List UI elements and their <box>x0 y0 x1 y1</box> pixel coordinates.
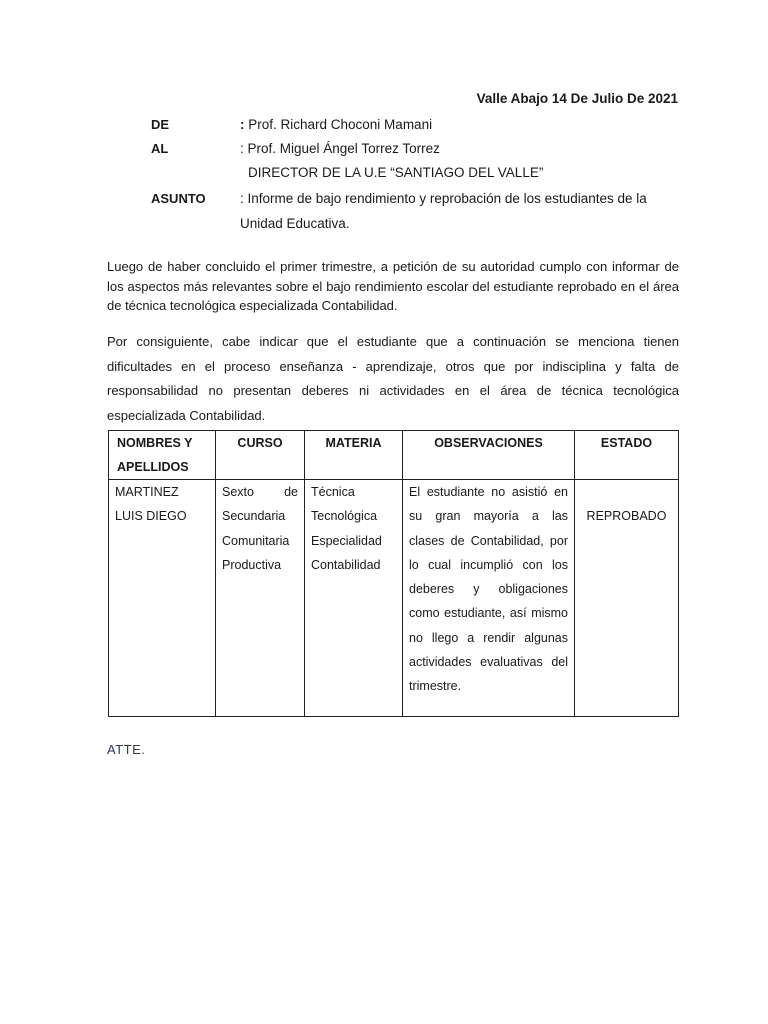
subject-value-cont: Unidad Educativa. <box>240 216 350 231</box>
header-nombres: NOMBRES Y APELLIDOS <box>109 431 216 480</box>
header-materia: MATERIA <box>305 431 403 480</box>
header-curso: CURSO <box>216 431 305 480</box>
cell-observaciones: El estudiante no asistió en su gran mayoría a las clases de Contabilidad, por lo cual incumplió con los deberes y obligaciones como estudiante, así mismo no llego a rendir algunas actividades evaluativas del trimestre. <box>403 480 575 717</box>
subject-value: : Informe de bajo rendimiento y reprobación de los estudiantes de la <box>240 191 647 206</box>
from-colon: : <box>240 117 245 132</box>
from-value <box>240 117 432 132</box>
subject-label: ASUNTO <box>151 191 206 206</box>
cell-estado <box>575 480 679 717</box>
from-name: Prof. Richard Choconi Mamani <box>244 117 433 132</box>
table-row <box>109 480 679 717</box>
intro-paragraph: Luego de haber concluido el primer trimestre, a petición de su autoridad cumplo con informar de los aspectos más relevantes sobre el bajo rendimiento escolar del estudiante reprobado en el área de técnica tecnológica especializada Contabilidad. <box>107 259 679 313</box>
cell-curso: Sexto de Secundaria Comunitaria Productiva <box>216 480 305 717</box>
to-label: AL <box>151 141 169 156</box>
cell-nombres: MARTINEZ LUIS DIEGO <box>109 480 216 717</box>
cell-materia: Técnica Tecnológica Especialidad Contabilidad <box>305 480 403 717</box>
to-value: : Prof. Miguel Ángel Torrez Torrez <box>240 141 440 156</box>
detail-paragraph: Por consiguiente, cabe indicar que el estudiante que a continuación se menciona tienen dificultades en el proceso enseñanza - aprendizaje, otros que por indisciplina y falta de responsabilidad no presentan deberes ni actividades en el área de técnica tecnológica especializada Contabilidad. <box>107 334 679 423</box>
from-label: DE <box>151 117 170 132</box>
student-report-table <box>108 430 679 717</box>
table-header-row <box>109 431 679 480</box>
closing-text: ATTE. <box>107 742 146 757</box>
document-date: Valle Abajo 14 De Julio De 2021 <box>476 91 678 106</box>
status-badge: REPROBADO <box>586 509 667 523</box>
header-observaciones: OBSERVACIONES <box>403 431 575 480</box>
header-estado: ESTADO <box>575 431 679 480</box>
to-title: DIRECTOR DE LA U.E “SANTIAGO DEL VALLE” <box>248 165 544 180</box>
